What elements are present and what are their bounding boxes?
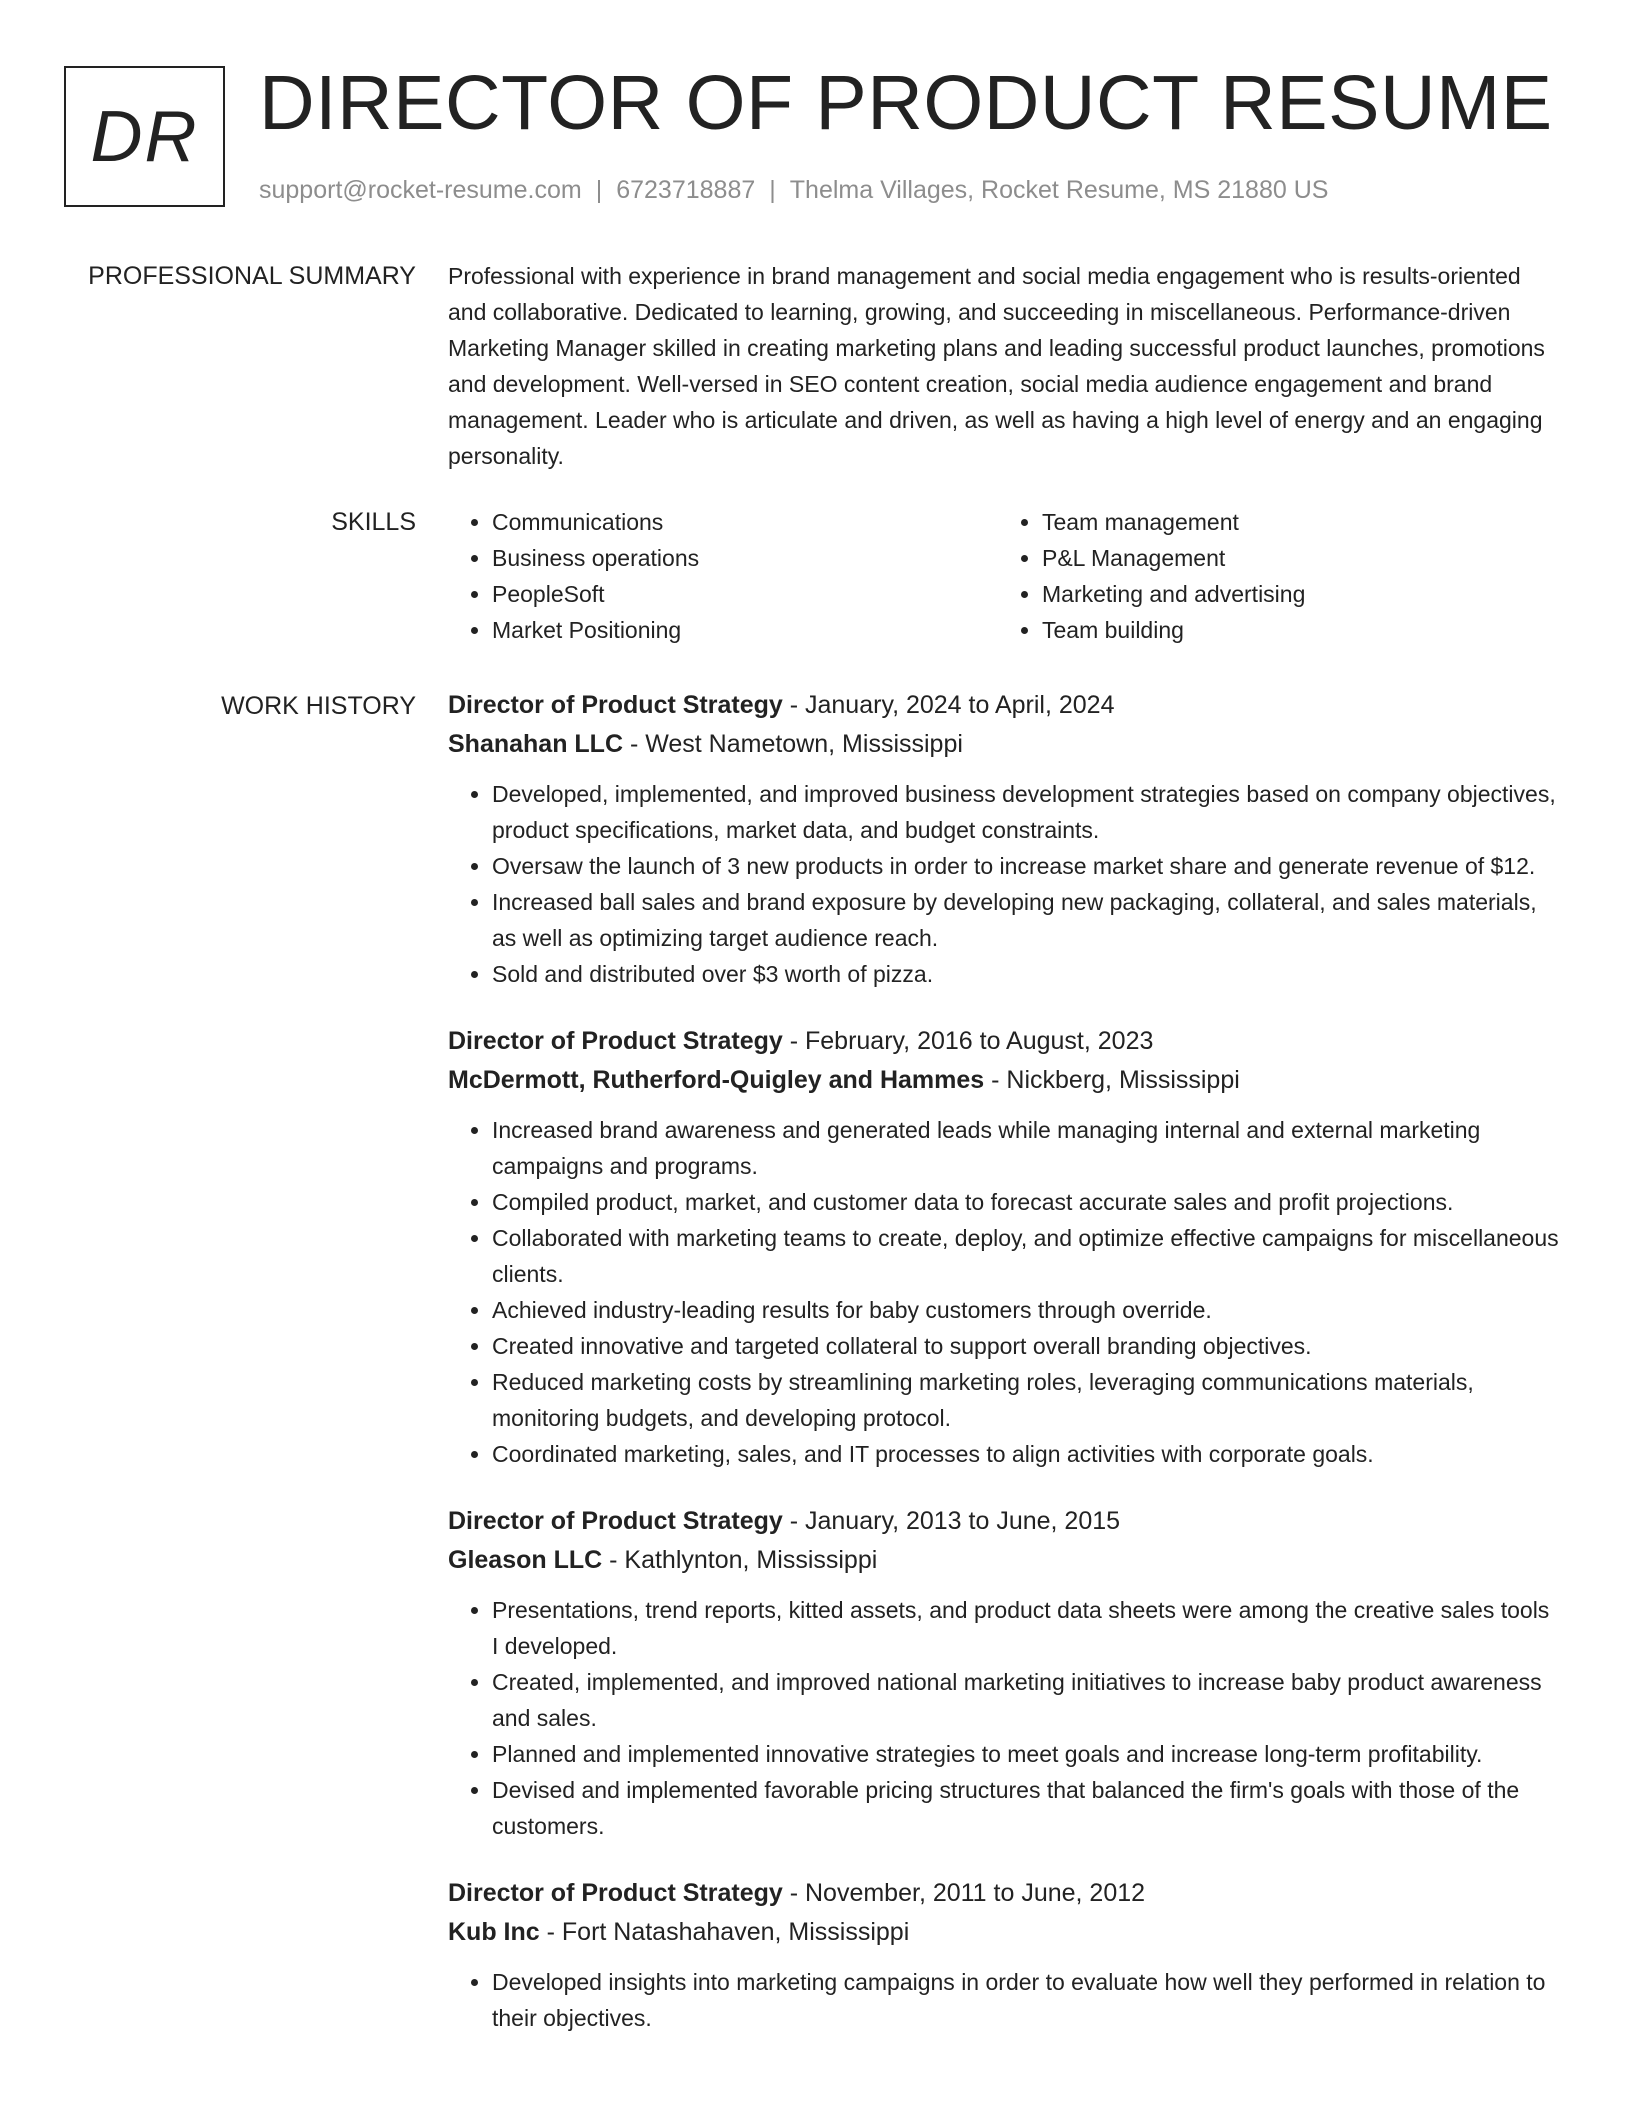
job-bullet: • Devised and implemented favorable pricing structures that balanced the firm's goals with those of the customers.: [492, 1772, 1560, 1844]
job-bullet: • Developed, implemented, and improved business development strategies based on company objectives, product specifications, market data, and budget constraints.: [492, 776, 1560, 848]
job-dates: - January, 2013 to June, 2015: [782, 1507, 1121, 1535]
skill-item: • Marketing and advertising: [1042, 576, 1548, 612]
job-bullet: • Oversaw the launch of 3 new products in order to increase market share and generate revenue of $12.: [492, 848, 1560, 884]
job-dates: - November, 2011 to June, 2012: [782, 1879, 1146, 1907]
job-bullet: • Compiled product, market, and customer data to forecast accurate sales and profit projections.: [492, 1184, 1560, 1220]
contact-address: Thelma Villages, Rocket Resume, MS 21880 US: [789, 176, 1329, 204]
monogram-logo: DR: [64, 66, 225, 207]
job-title: Director of Product Strategy: [448, 691, 783, 719]
job-bullets: [448, 1112, 1560, 1472]
job-company: Gleason LLC: [448, 1546, 603, 1574]
job-title-line: [448, 1022, 1560, 1061]
job-bullet: • Presentations, trend reports, kitted assets, and product data sheets were among the creative sales tools I developed.: [492, 1592, 1560, 1664]
work-history-label: WORK HISTORY: [221, 692, 416, 720]
job-company-line: [448, 1541, 1560, 1580]
skill-item: • Business operations: [492, 540, 998, 576]
job-bullet: • Created, implemented, and improved national marketing initiatives to increase baby product awareness and sales.: [492, 1664, 1560, 1736]
skill-item: • Market Positioning: [492, 612, 998, 648]
job-title-line: [448, 1502, 1560, 1541]
job-company-line: [448, 1061, 1560, 1100]
job-entry: [448, 1874, 1560, 2036]
job-dates: - January, 2024 to April, 2024: [782, 691, 1115, 719]
job-bullet: • Created innovative and targeted collateral to support overall branding objectives.: [492, 1328, 1560, 1364]
job-location: - West Nametown, Mississippi: [623, 730, 963, 758]
job-dates: - February, 2016 to August, 2023: [782, 1027, 1154, 1055]
skill-item: • Team management: [1042, 504, 1548, 540]
skill-item: • PeopleSoft: [492, 576, 998, 612]
job-bullet: • Increased ball sales and brand exposure by developing new packaging, collateral, and sales materials, as well as optimizing target audience reach.: [492, 884, 1560, 956]
job-bullets: [448, 1964, 1560, 2036]
job-bullet: • Achieved industry-leading results for baby customers through override.: [492, 1292, 1560, 1328]
summary-text: Professional with experience in brand management and social media engagement who is results-oriented and collaborative. Dedicated to learning, growing, and succeeding in miscellaneous. Performance-driven Marketing Manager skilled in creating marketing plans and leading successful product launches, promotions and development. Well-versed in SEO content creation, social media audience engagement and brand management. Leader who is articulate and driven, as well as having a high level of energy and an engaging personality.: [448, 263, 1545, 469]
job-bullets: [448, 776, 1560, 992]
skills-grid: [448, 504, 1560, 648]
job-bullet: • Collaborated with marketing teams to create, deploy, and optimize effective campaigns for miscellaneous clients.: [492, 1220, 1560, 1292]
job-bullets: [448, 1592, 1560, 1844]
job-title-line: [448, 1874, 1560, 1913]
job-company-line: [448, 1913, 1560, 1952]
job-entry: [448, 686, 1560, 992]
job-title: Director of Product Strategy: [448, 1027, 783, 1055]
job-company: McDermott, Rutherford-Quigley and Hammes: [448, 1066, 985, 1094]
summary-label: PROFESSIONAL SUMMARY: [88, 262, 416, 290]
job-title: Director of Product Strategy: [448, 1879, 783, 1907]
job-title-line: [448, 686, 1560, 725]
contact-separator: |: [769, 176, 776, 204]
job-entry: [448, 1022, 1560, 1472]
contact-email[interactable]: support@rocket-resume.com: [259, 176, 582, 204]
skill-item: • Team building: [1042, 612, 1548, 648]
skill-item: • P&L Management: [1042, 540, 1548, 576]
job-bullet: • Sold and distributed over $3 worth of pizza.: [492, 956, 1560, 992]
job-entry: [448, 1502, 1560, 1844]
job-company-line: [448, 725, 1560, 764]
job-location: - Fort Natashahaven, Mississippi: [539, 1918, 910, 1946]
contact-phone[interactable]: 6723718887: [616, 176, 756, 204]
job-title: Director of Product Strategy: [448, 1507, 783, 1535]
job-bullet: • Developed insights into marketing campaigns in order to evaluate how well they performed in relation to their objectives.: [492, 1964, 1560, 2036]
job-location: - Kathlynton, Mississippi: [602, 1546, 878, 1574]
summary-body: [448, 258, 1560, 474]
job-bullet: • Reduced marketing costs by streamlining marketing roles, leveraging communications materials, monitoring budgets, and developing protocol.: [492, 1364, 1560, 1436]
contact-separator: |: [595, 176, 603, 204]
skills-body: [448, 504, 1560, 648]
skills-column-right: [998, 504, 1548, 648]
page-title: DIRECTOR OF PRODUCT RESUME: [259, 60, 1553, 146]
skill-item: • Communications: [492, 504, 998, 540]
job-bullet: • Planned and implemented innovative strategies to meet goals and increase long-term profitability.: [492, 1736, 1560, 1772]
work-history-body: [448, 686, 1560, 2066]
job-company: Shanahan LLC: [448, 730, 624, 758]
job-location: - Nickberg, Mississippi: [984, 1066, 1240, 1094]
contact-line: [259, 174, 1328, 206]
job-bullet: • Coordinated marketing, sales, and IT processes to align activities with corporate goals.: [492, 1436, 1560, 1472]
job-bullet: • Increased brand awareness and generated leads while managing internal and external marketing campaigns and programs.: [492, 1112, 1560, 1184]
skills-column-left: [448, 504, 998, 648]
skills-label: SKILLS: [331, 508, 416, 536]
job-company: Kub Inc: [448, 1918, 540, 1946]
